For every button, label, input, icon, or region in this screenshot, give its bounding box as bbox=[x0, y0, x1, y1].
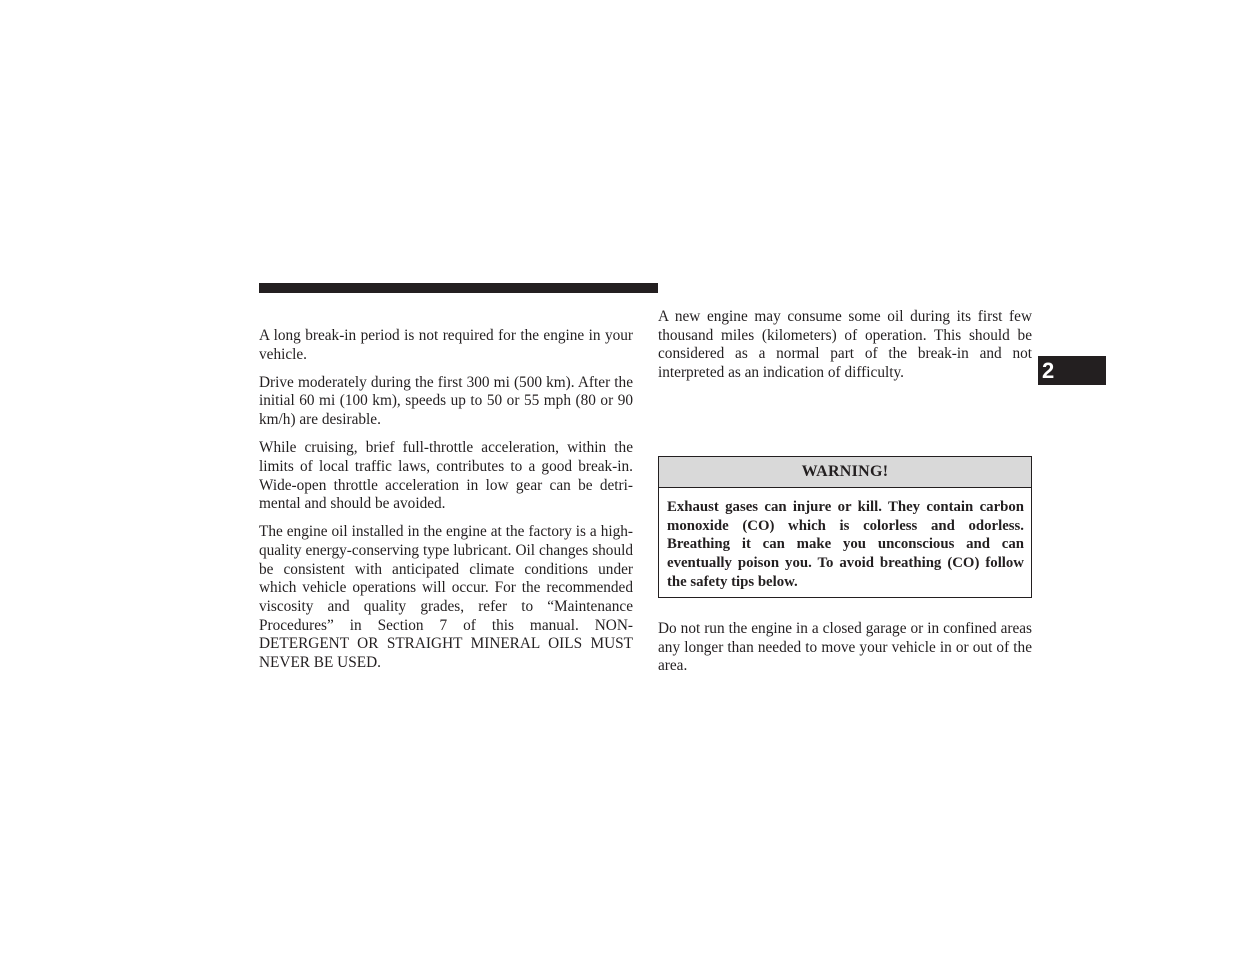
section-header-rule bbox=[259, 283, 658, 293]
right-column-top bbox=[658, 308, 1032, 392]
paragraph-break-in-intro: A long break-in period is not required for the engine in your vehicle. bbox=[259, 327, 633, 363]
section-tab bbox=[1038, 356, 1106, 385]
paragraph-oil-consumption: A new engine may consume some oil during its first few thousand miles (kilometers) of operation. This should be considered as a normal part of the break-in and not interpreted as an indication of difficulty. bbox=[658, 308, 1032, 382]
left-column bbox=[259, 327, 633, 682]
paragraph-engine-oil: The engine oil installed in the engine at the factory is a high-quality energy-conserving type lubricant. Oil changes should be consistent with anticipated climate conditions under which vehicle operations will occur. For the recommended viscosity and quality grades, refer to “Maintenance Procedures” in Section 7 of this manual. NON-DETERGENT OR STRAIGHT MINERAL OILS MUST NEVER BE USED. bbox=[259, 523, 633, 672]
right-column-bottom bbox=[658, 620, 1032, 685]
warning-box bbox=[658, 456, 1032, 598]
paragraph-drive-moderately: Drive moderately during the first 300 mi (500 km). After the initial 60 mi (100 km), speeds up to 50 or 55 mph (80 or 90 km/h) are desirable. bbox=[259, 373, 633, 429]
paragraph-cruising: While cruising, brief full-throttle acceleration, within the limits of local traffic laws, contributes to a good break-in. Wide-open throttle acceleration in low gear can be detri-mental and should be avoided. bbox=[259, 439, 633, 513]
warning-text: Exhaust gases can injure or kill. They contain carbon monoxide (CO) which is colorless and odorless. Breathing it can make you unconscious and can eventually poison you. To avoid breathing (CO) follow the safety tips below. bbox=[667, 499, 1024, 590]
paragraph-closed-garage: Do not run the engine in a closed garage or in confined areas any longer than needed to move your vehicle in or out of the area. bbox=[658, 620, 1032, 675]
warning-title: WARNING! bbox=[659, 457, 1031, 488]
section-tab-number: 2 bbox=[1042, 358, 1055, 383]
